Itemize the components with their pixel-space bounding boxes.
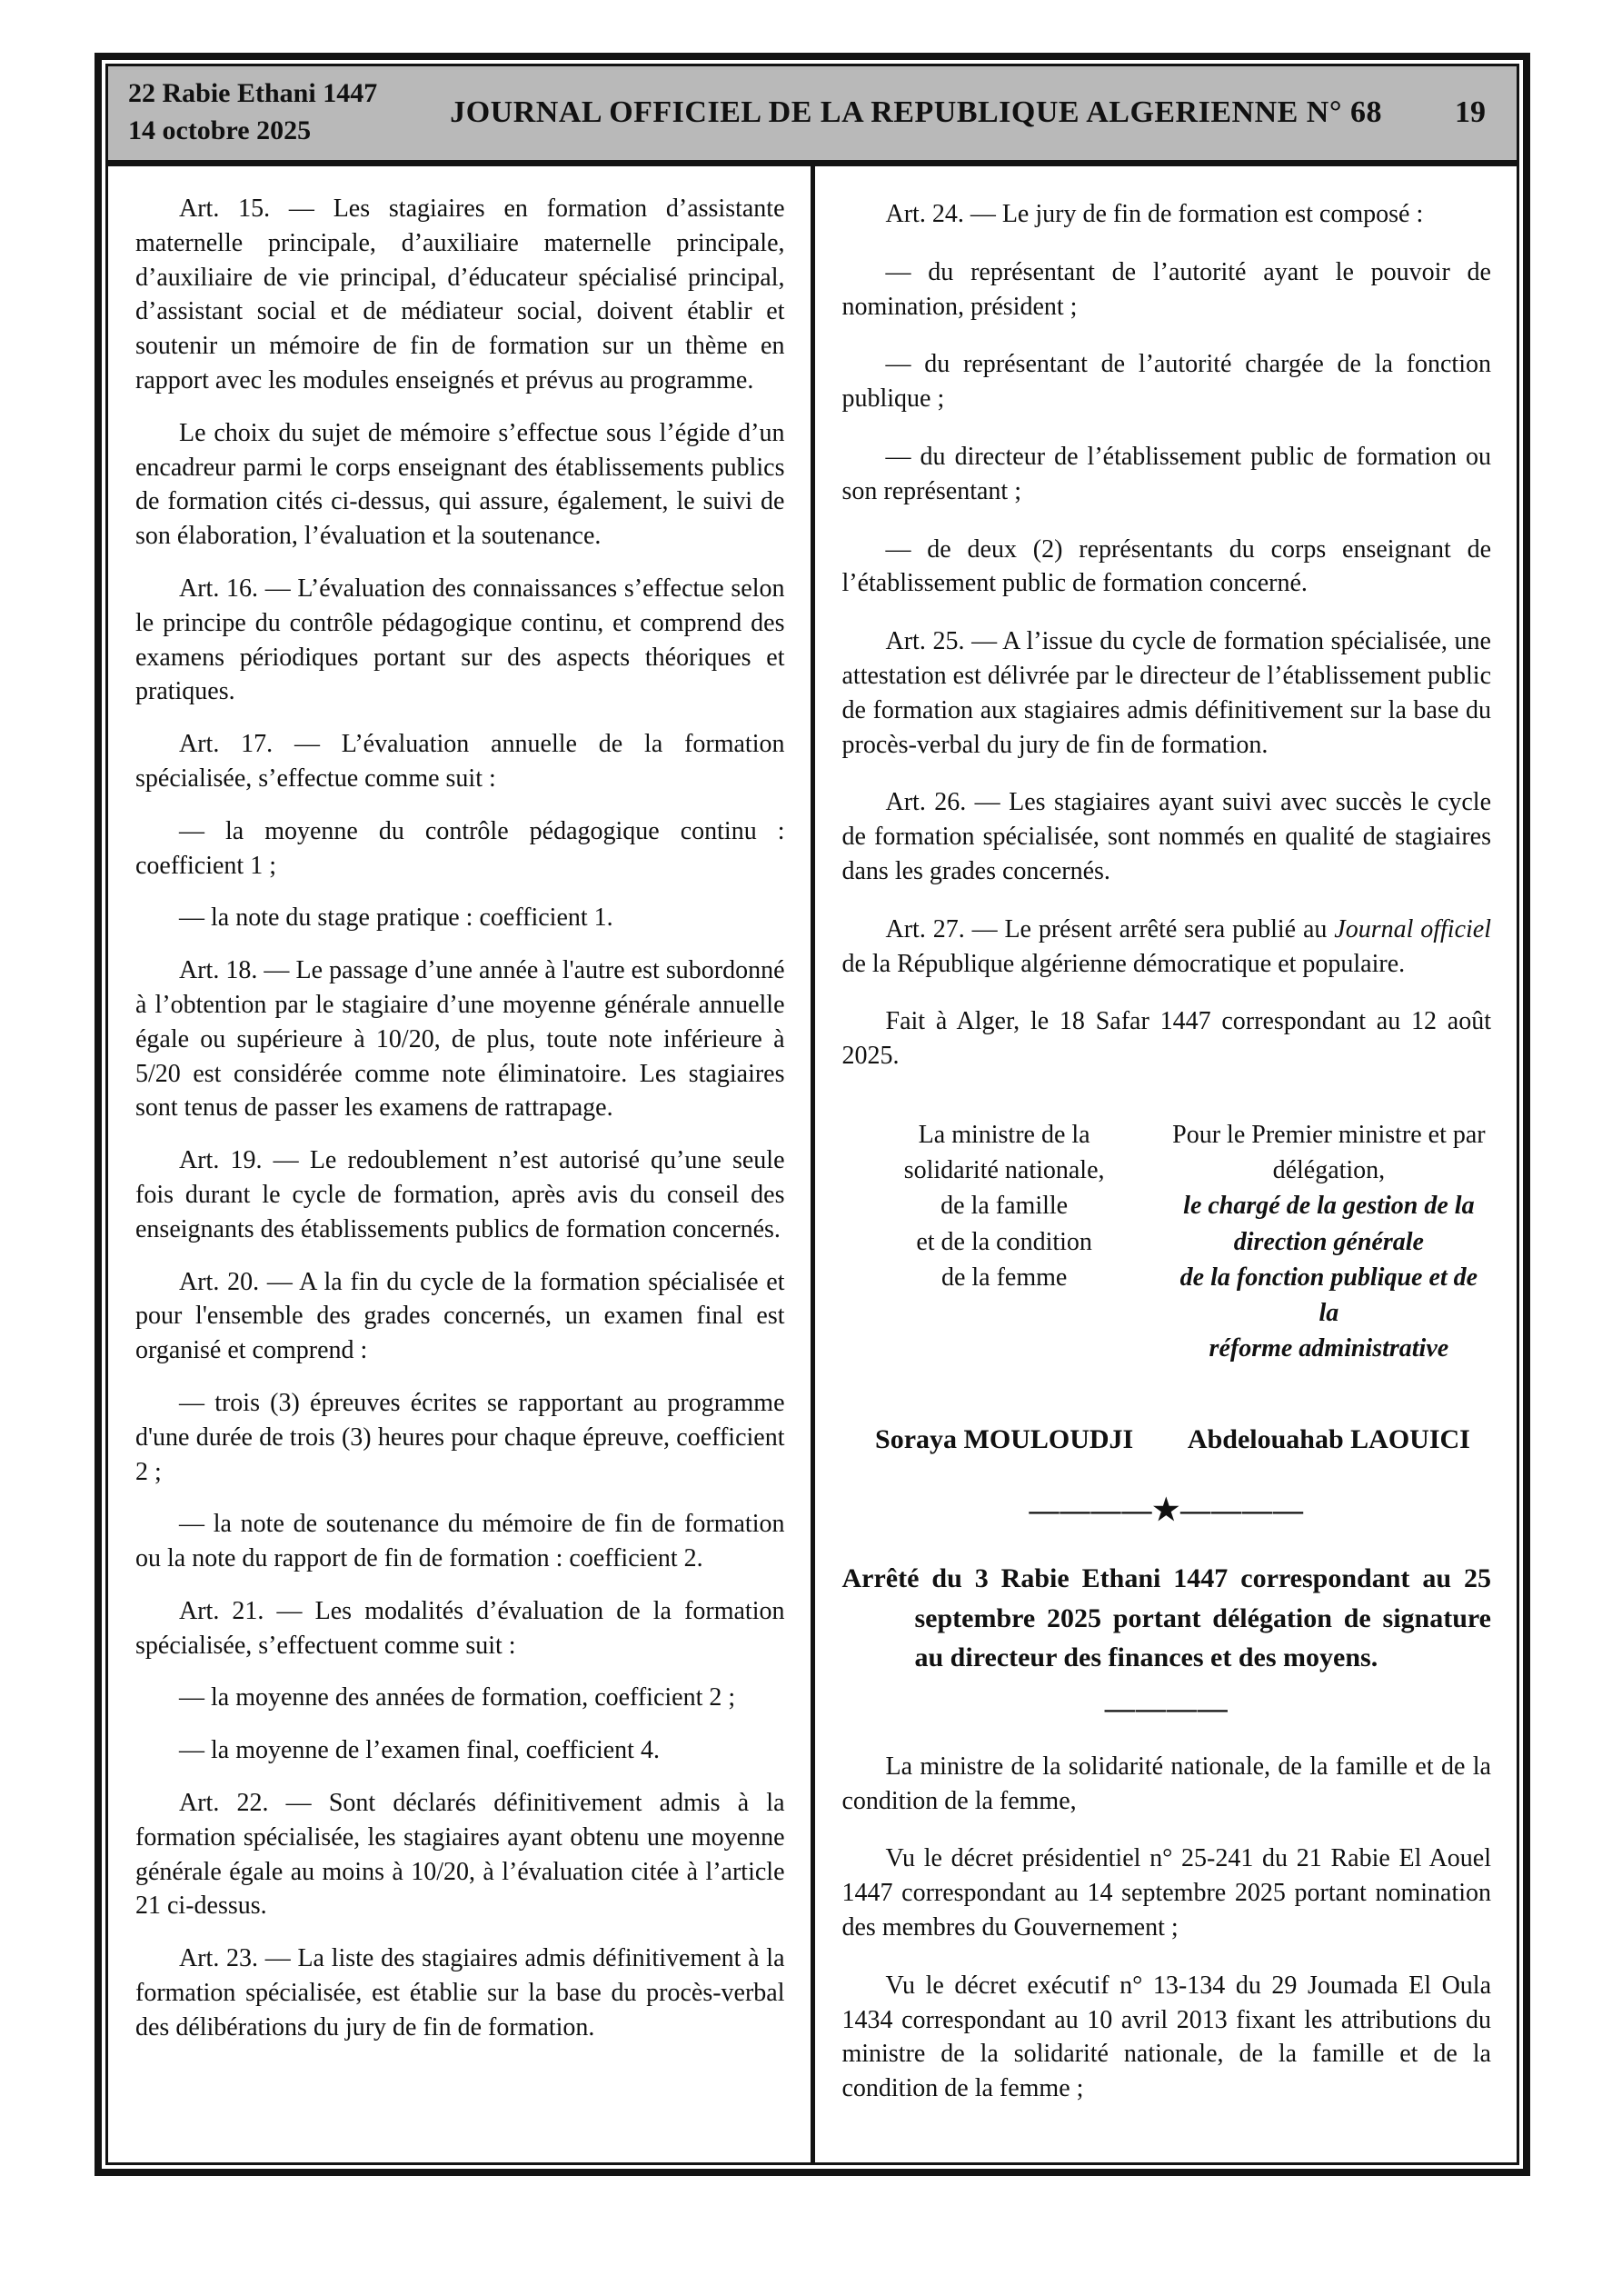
delegation-title-line: délégation,: [1272, 1156, 1386, 1185]
decree2-paragraph: La ministre de la solidarité nationale, de la famille et de la condition de la femme,: [841, 1752, 1491, 1815]
article-paragraph: Art. 23. — La liste des stagiaires admis définitivement à la formation spécialisée, est établie sur la base du procès-verbal des délibérations du jury de fin de formation.: [135, 1944, 785, 2041]
issue-date-gregorian: 14 octobre 2025: [128, 115, 312, 145]
article-paragraph: Art. 16. — L’évaluation des connaissances s’effectue selon le principe du contrôle pédagogique continu, et comprend des examens périodiques portant sur des aspects théoriques et pratiques.: [135, 574, 785, 706]
article-paragraph-art27: [842, 913, 1492, 982]
article-paragraph: Art. 15. — Les stagiaires en formation d’assistante maternelle principale, d’auxiliaire maternelle principale, d’auxiliaire de vie principal, d’éducateur spécialisé principal, d’assistant social et de médiateur social, doivent établir et soutenir un mémoire de fin de formation sur un thème en rapport avec les modules enseignés et prévus au programme.: [135, 195, 785, 394]
article-paragraph: Art. 18. — Le passage d’une année à l'autre est subordonné à l’obtention par le stagiaire d’une moyenne générale annuelle égale ou supérieure à 10/20, de plus, toute note inférieure à 5/20 est considérée comme note éliminatoire. Les stagiaires sont tenus de passer les examens de rattrapage.: [135, 956, 785, 1123]
list-item-dash: — la note de soutenance du mémoire de fin de formation ou la note du rapport de fin de formation : coefficient 2.: [135, 1510, 785, 1573]
list-item-dash: — de deux (2) représentants du corps enseignant de l’établissement public de formation concerné.: [841, 534, 1491, 598]
decree2-paragraph: Vu le décret présidentiel n° 25-241 du 21 Rabie El Aouel 1447 correspondant au 14 septembre 2025 portant nomination des membres du Gouvernement ;: [841, 1844, 1491, 1942]
list-item-dash: — la moyenne du contrôle pédagogique continu : coefficient 1 ;: [135, 816, 785, 880]
article-paragraph: Art. 17. — L’évaluation annuelle de la formation spécialisée, s’effectue comme suit :: [135, 730, 785, 793]
right-column: [815, 166, 1518, 2162]
page-frame-inner: [105, 64, 1519, 2165]
content-columns: [108, 166, 1517, 2162]
delegation-role-line: de la fonction publique et de la: [1179, 1263, 1478, 1327]
minister-title-left: [842, 1117, 1167, 1366]
list-item-dash: — la note du stage pratique : coefficient 1.: [179, 903, 613, 933]
list-item-dash: — du directeur de l’établissement public de formation ou son représentant ;: [841, 442, 1491, 505]
minister-title-line: La ministre de la: [918, 1120, 1090, 1149]
decree2-title: Arrêté du 3 Rabie Ethani 1447 correspondant au 25 septembre 2025 portant délégation de signature au directeur des finances et des moyens.: [841, 1563, 1491, 1673]
delegation-role-line: le chargé de la gestion de la: [1183, 1192, 1475, 1221]
journal-title: JOURNAL OFFICIEL DE LA REPUBLIQUE ALGERIENNE N° 68: [450, 95, 1382, 129]
article-paragraph: Le choix du sujet de mémoire s’effectue sous l’égide d’un encadreur parmi le corps enseignant des établissements publics de formation cités ci-dessus, qui assure, également, le suivi de son élaboration, l’évaluation et la soutenance.: [135, 418, 785, 551]
star-separator: ————★————: [1029, 1494, 1305, 1528]
minister-title-line: de la femme: [940, 1263, 1068, 1292]
art27-text-after: de la République algérienne démocratique et populaire.: [841, 949, 1406, 978]
article-paragraph: Art. 20. — A la fin du cycle de la formation spécialisée et pour l'ensemble des grades concernés, un examen final est organisé et comprend :: [135, 1267, 785, 1365]
article-paragraph: Art. 19. — Le redoublement n’est autorisé qu’une seule fois durant le cycle de formation, après avis du conseil des enseignants des établissements publics de formation concernés.: [135, 1146, 785, 1243]
article-paragraph: Art. 21. — Les modalités d’évaluation de la formation spécialisée, s’effectuent comme suit :: [135, 1596, 785, 1660]
article-paragraph: Art. 25. — A l’issue du cycle de formation spécialisée, une attestation est délivrée par le directeur de l’établissement public de formation aux stagiaires admis définitivement sur la base du procès-verbal du jury de fin de formation.: [841, 627, 1491, 759]
minister-name: Soraya MOULOUDJI: [875, 1424, 1134, 1455]
list-item-dash: — trois (3) épreuves écrites se rapportant au programme d'une durée de trois (3) heures pour chaque épreuve, coefficient 2 ;: [135, 1388, 785, 1486]
left-column: [108, 166, 811, 2162]
delegation-role-line: réforme administrative: [1209, 1334, 1449, 1363]
signature-names: [842, 1424, 1492, 1455]
list-item-dash: — la moyenne de l’examen final, coefficient 4.: [179, 1736, 660, 1765]
signature-block: [842, 1117, 1492, 1366]
dash-separator: ————: [1104, 1692, 1229, 1725]
minister-title-line: et de la condition: [916, 1227, 1092, 1256]
list-item-dash: — la moyenne des années de formation, coefficient 2 ;: [179, 1683, 736, 1712]
minister-title-line: de la famille: [940, 1192, 1069, 1221]
delegate-name: Abdelouahab LAOUICI: [1187, 1424, 1470, 1455]
delegation-role-line: direction générale: [1233, 1227, 1424, 1256]
page-frame-outer: [95, 53, 1530, 2176]
delegation-title-line: Pour le Premier ministre et par: [1172, 1120, 1486, 1149]
delegation-title-right: [1167, 1117, 1491, 1366]
minister-title-line: solidarité nationale,: [903, 1156, 1105, 1185]
page-number: 19: [1455, 95, 1486, 129]
list-item-dash: — du représentant de l’autorité chargée de la fonction publique ;: [841, 350, 1491, 414]
header-band: [108, 66, 1517, 166]
art27-text-before: Art. 27. — Le présent arrêté sera publié au: [885, 914, 1335, 943]
article-paragraph: Art. 26. — Les stagiaires ayant suivi avec succès le cycle de formation spécialisée, sont nommés en qualité de stagiaires dans les grades concernés.: [841, 788, 1491, 885]
art27-journal-officiel-italic: Journal officiel: [1334, 914, 1491, 943]
decree2-paragraph: Vu le décret exécutif n° 13-134 du 29 Joumada El Oula 1434 correspondant au 10 avril 2013 fixant les attributions du ministre de la solidarité nationale, de la famille et de la condition de la femme ;: [841, 1971, 1491, 2103]
article-paragraph: Art. 24. — Le jury de fin de formation est composé :: [885, 200, 1424, 228]
fait-a-alger-line: Fait à Alger, le 18 Safar 1447 correspondant au 12 août 2025.: [841, 1007, 1491, 1071]
article-paragraph: Art. 22. — Sont déclarés définitivement admis à la formation spécialisée, les stagiaires ayant obtenu une moyenne générale égale au moins à 10/20, à l’évaluation citée à l’article 21 ci-dessus.: [135, 1789, 785, 1921]
list-item-dash: — du représentant de l’autorité ayant le pouvoir de nomination, président ;: [841, 257, 1491, 321]
issue-dates: [128, 75, 377, 149]
issue-date-hijri: 22 Rabie Ethani 1447: [128, 78, 378, 108]
